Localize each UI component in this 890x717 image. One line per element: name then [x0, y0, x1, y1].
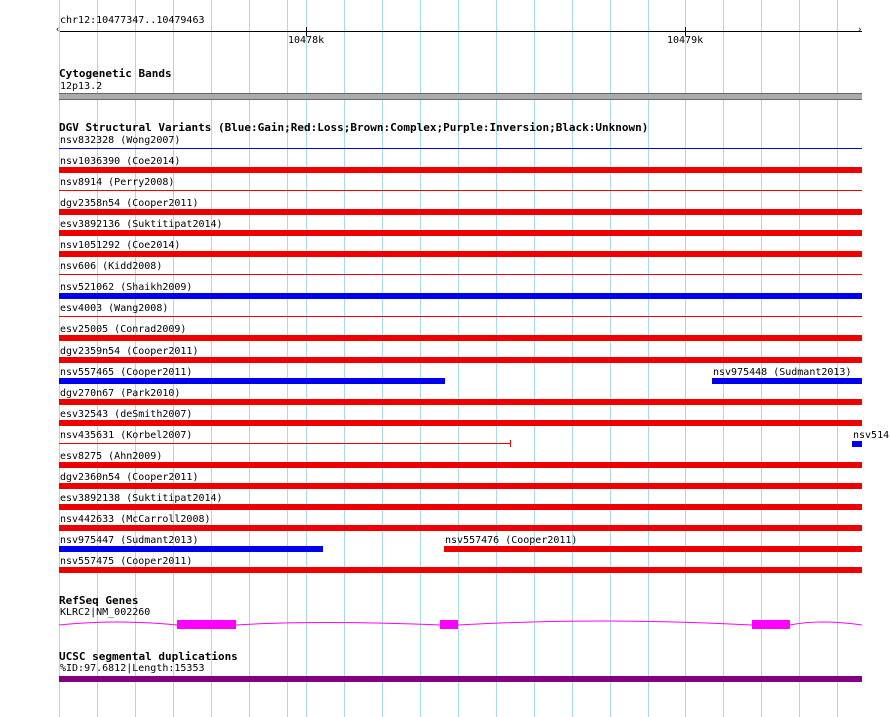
dgv-feature-label[interactable]: nsv832328 (Wong2007)	[60, 135, 181, 146]
dgv-feature-bar[interactable]	[59, 420, 862, 426]
ruler-axis	[60, 31, 862, 32]
ruler-label-10478k: 10478k	[288, 35, 325, 46]
ruler-label-10479k: 10479k	[667, 35, 704, 46]
gene-exon-block	[177, 620, 236, 629]
dgv-feature-label[interactable]: esv25005 (Conrad2009)	[60, 324, 187, 336]
dgv-feature-bar[interactable]	[712, 378, 862, 384]
dgv-feature-label[interactable]: nsv606 (Kidd2008)	[60, 261, 163, 273]
dgv-feature-bar[interactable]	[59, 462, 862, 468]
track-title-dgv[interactable]: DGV Structural Variants (Blue:Gain;Red:Loss;Brown:Complex;Purple:Inversion;Black:Unknown)	[59, 121, 649, 134]
dgv-feature-label[interactable]: nsv557465 (Cooper2011)	[60, 366, 193, 378]
dgv-feature-bar[interactable]	[59, 378, 445, 384]
dgv-feature-label[interactable]: nsv435631 (Korbel2007)	[60, 429, 193, 441]
cytoband-bar[interactable]	[59, 93, 862, 100]
dgv-feature-end-cap	[510, 440, 511, 447]
dgv-feature-bar[interactable]	[59, 567, 862, 573]
dgv-feature-bar[interactable]	[59, 293, 862, 299]
ruler-left-arrow-icon: ‹	[55, 25, 61, 35]
dgv-feature-bar[interactable]	[59, 399, 862, 405]
dgv-feature-bar[interactable]	[59, 230, 862, 236]
cytoband-label: 12p13.2	[60, 81, 103, 92]
dgv-feature-bar[interactable]	[59, 483, 862, 489]
gene-exon-block	[752, 620, 790, 629]
dgv-feature-bar[interactable]	[59, 504, 862, 510]
dgv-feature-label[interactable]: nsv514	[853, 429, 890, 441]
gene-exon-block	[440, 620, 458, 629]
dgv-feature-label[interactable]: esv4003 (Wang2008)	[60, 303, 169, 315]
dgv-feature-label[interactable]: dgv2360n54 (Cooper2011)	[60, 471, 199, 483]
dgv-feature-bar[interactable]	[852, 441, 862, 447]
dgv-feature-label[interactable]: nsv1036390 (Coe2014)	[60, 156, 181, 168]
dgv-feature-bar[interactable]	[59, 316, 862, 317]
dgv-feature-bar[interactable]	[59, 209, 862, 215]
dgv-feature-label[interactable]: nsv975447 (Sudmant2013)	[60, 534, 199, 546]
dgv-feature-label[interactable]: esv3892136 (Suktitipat2014)	[60, 219, 223, 231]
segdup-label[interactable]: %ID:97.6812|Length:15353	[60, 663, 205, 674]
dgv-feature-bar[interactable]	[59, 251, 862, 257]
dgv-feature-bar[interactable]	[59, 357, 862, 363]
dgv-feature-label[interactable]: dgv2359n54 (Cooper2011)	[60, 345, 199, 357]
track-title-cytobands[interactable]: Cytogenetic Bands	[59, 67, 172, 80]
dgv-feature-label[interactable]: esv8275 (Ahn2009)	[60, 450, 163, 462]
dgv-feature-label[interactable]: nsv557476 (Cooper2011)	[445, 534, 578, 546]
locus-label: chr12:10477347..10479463	[60, 15, 205, 26]
dgv-feature-label[interactable]: nsv557475 (Cooper2011)	[60, 556, 193, 567]
track-title-refseq[interactable]: RefSeq Genes	[59, 594, 139, 607]
dgv-feature-label[interactable]: nsv975448 (Sudmant2013)	[713, 366, 852, 378]
dgv-feature-label[interactable]: esv3892138 (Suktitipat2014)	[60, 492, 223, 504]
dgv-feature-label[interactable]: dgv270n67 (Park2010)	[60, 387, 181, 399]
dgv-feature-label[interactable]: esv32543 (deSmith2007)	[60, 408, 193, 420]
dgv-feature-label[interactable]: nsv521062 (Shaikh2009)	[60, 282, 193, 294]
dgv-feature-label[interactable]: dgv2358n54 (Cooper2011)	[60, 198, 199, 210]
segdup-bar[interactable]	[59, 676, 862, 682]
dgv-feature-bar[interactable]	[59, 190, 862, 191]
dgv-feature-label[interactable]: nsv8914 (Perry2008)	[60, 177, 175, 189]
dgv-feature-bar[interactable]	[59, 443, 511, 444]
dgv-feature-bar[interactable]	[444, 546, 862, 552]
ruler-right-arrow-icon: ›	[857, 25, 863, 35]
dgv-feature-label[interactable]: nsv442633 (McCarroll2008)	[60, 513, 211, 525]
dgv-feature-bar[interactable]	[59, 167, 862, 173]
dgv-feature-bar[interactable]	[59, 525, 862, 531]
gene-label[interactable]: KLRC2|NM_002260	[60, 607, 151, 618]
dgv-feature-bar[interactable]	[59, 274, 862, 275]
track-title-segdup[interactable]: UCSC segmental duplications	[59, 650, 238, 663]
dgv-feature-label[interactable]: nsv1051292 (Coe2014)	[60, 240, 181, 252]
gene-model[interactable]	[59, 617, 862, 633]
dgv-feature-bar[interactable]	[59, 335, 862, 341]
dgv-feature-bar[interactable]	[59, 546, 323, 552]
dgv-feature-bar[interactable]	[59, 148, 862, 149]
